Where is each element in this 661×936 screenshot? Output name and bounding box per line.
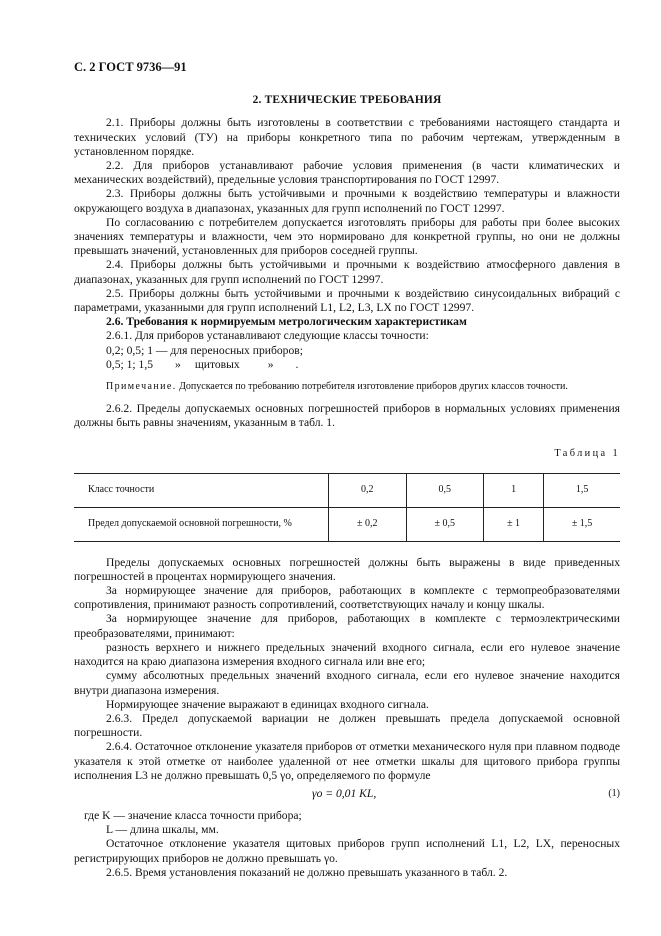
table-cell: 1	[484, 473, 544, 507]
classes-panel-values: 0,5; 1; 1,5	[106, 357, 154, 371]
paragraph-normalized-errors: Пределы допускаемых основных погрешностей должны быть выражены в виде приведенных погрешностей в процентах нормирующего значения.	[74, 555, 620, 583]
paragraph-2-2: 2.2. Для приборов устанавливают рабочие условия применения (в части климатических и механических воздействий), предельные условия транспортирования по ГОСТ 12997.	[74, 159, 620, 187]
paragraph-agreement: По согласованию с потребителем допускается изготовлять приборы для работы при более высоких значениях температуры и влажности, чем это нормировано для конкретной группы, но они не должны превышать значений, установленных для приборов соседней группы.	[74, 215, 620, 258]
table-cell: ± 0,2	[329, 507, 407, 541]
definitions	[84, 809, 620, 837]
formula-text: γо = 0,01 KL,	[312, 786, 377, 800]
classes-portable: 0,2; 0,5; 1 — для переносных приборов;	[106, 343, 303, 357]
accuracy-table	[74, 473, 620, 542]
classes-panel-word: щитовых	[194, 357, 240, 371]
table-cell: 0,5	[406, 473, 484, 507]
formula-number: (1)	[608, 787, 620, 799]
running-head: С. 2 ГОСТ 9736—91	[74, 60, 187, 74]
ditto-mark: »	[175, 357, 181, 371]
table-cell: Предел допускаемой основной погрешности, %	[74, 507, 329, 541]
note-label: Примечание.	[106, 381, 177, 393]
ditto-mark: »	[267, 357, 274, 371]
paragraph-resistance-thermometers: За нормирующее значение для приборов, работающих в комплекте с термопреобразователями сопротивления, принимают разность сопротивлений, соответствующих началу и концу шкалы.	[74, 584, 620, 612]
paragraph-sum: сумму абсолютных предельных значений входного сигнала, если его нулевое значение находится внутри диапазона измерения.	[74, 669, 620, 697]
paragraph-2-3: 2.3. Приборы должны быть устойчивыми и прочными к воздействию температуры и влажности окружающего воздуха в диапазонах, указанных для групп исполнений по ГОСТ 12997.	[74, 187, 620, 215]
table-caption: Таблица 1	[554, 448, 620, 460]
note-text: Допускается по требованию потребителя изготовление приборов других классов точности.	[176, 381, 568, 393]
paragraph-difference: разность верхнего и нижнего предельных значений входного сигнала, если его нулевое значение находится на краю диапазона измерения входного сигнала или вне его;	[74, 640, 620, 669]
table-cell: ± 1	[484, 507, 544, 541]
paragraph-residual-deviation: Остаточное отклонение указателя щитовых приборов групп исполнений L1, L2, LX, переносных регистрирующих приборов не должно превышать γо.	[74, 837, 620, 865]
paragraph-2-1: 2.1. Приборы должны быть изготовлены в соответствии с требованиями настоящего стандарта и технических условий (ТУ) на приборы конкретного типа по рабочим чертежам, утвержденным в установленном порядке.	[74, 116, 620, 158]
line-end: .	[295, 357, 299, 371]
table-cell: 1,5	[544, 473, 620, 507]
paragraph-2-5: 2.5. Приборы должны быть устойчивыми и прочными к воздействию синусоидальных вибраций с параметрами, указанными для групп исполнений L1, L2, L3, LX по ГОСТ 12997.	[74, 286, 620, 315]
definition-k: где K — значение класса точности прибора;	[84, 808, 302, 822]
note	[74, 380, 620, 393]
paragraph-2-6-3: 2.6.3. Предел допускаемой вариации не должен превышать предела допускаемой основной погрешности.	[74, 711, 620, 740]
table-cell: 0,2	[329, 473, 407, 507]
definition-l: L — длина шкалы, мм.	[106, 823, 219, 837]
classes-panel	[74, 358, 620, 372]
paragraph-thermocouples: За нормирующее значение для приборов, работающих в комплекте с термоэлектрическими преобразователями, принимают:	[74, 612, 620, 640]
table-cell: ± 0,5	[406, 507, 484, 541]
formula-1	[74, 787, 620, 806]
table-cell: ± 1,5	[544, 507, 620, 541]
paragraph-2-4: 2.4. Приборы должны быть устойчивыми и прочными к воздействию атмосферного давления в диапазонах, указанных для групп исполнений по ГОСТ 12997.	[74, 258, 620, 286]
paragraph-2-6-2: 2.6.2. Пределы допускаемых основных погрешностей приборов в нормальных условиях применения должны быть равны значениям, указанным в табл. 1.	[74, 402, 620, 430]
paragraph-units: Нормирующее значение выражают в единицах входного сигнала.	[106, 697, 429, 711]
document-page	[74, 60, 620, 880]
heading-2-6: 2.6. Требования к нормируемым метрологическим характеристикам	[106, 315, 467, 329]
paragraph-2-6-4: 2.6.4. Остаточное отклонение указателя приборов от отметки механического нуля при плавном подводе указателя к этой отметке от наиболее удаленной от нее отметки шкалы для щитового прибора группы исполнения L3 не должно превышать 0,5 γо, определяемого по формуле	[74, 740, 620, 782]
table-row	[74, 473, 620, 507]
paragraph-2-6-5: 2.6.5. Время установления показаний не должно превышать указанного в табл. 2.	[106, 865, 508, 879]
table-row	[74, 507, 620, 541]
paragraph-2-6-1: 2.6.1. Для приборов устанавливают следующие классы точности:	[106, 329, 429, 343]
table-cell: Класс точности	[74, 473, 329, 507]
section-title: 2. ТЕХНИЧЕСКИЕ ТРЕБОВАНИЯ	[252, 94, 442, 107]
